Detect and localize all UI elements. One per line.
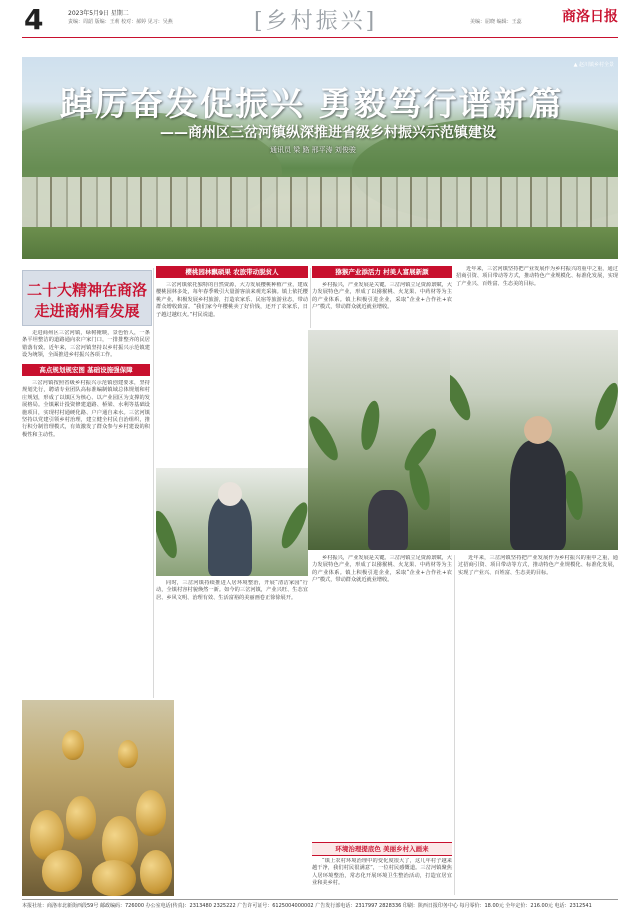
worker-field-photo xyxy=(450,330,618,550)
worker-figure xyxy=(208,496,252,576)
paragraph: 三岔河镇依托独特的自然资源，大力发展樱桃种植产业，建成樱桃园林多处，每年春季吸引大量游客前来观光采摘。镇上依托樱桃产业，积极发展乡村旅游，打造农家乐、民宿等旅游业态，带动群众增收致富。“我们家今年樱桃卖了好价钱，还开了农家乐，日子越过越红火。”村民说道。 xyxy=(156,282,308,318)
editor-credits-right: 美编：屈晓 编辑：王蕊 xyxy=(470,19,522,25)
pitaya-field-photo xyxy=(308,330,450,550)
section-subhead: 环境治理提底色 美丽乡村入画来 xyxy=(312,842,452,856)
section-subhead: 猕猴产业添活力 村美人富展新颜 xyxy=(312,266,452,278)
page-number: 4 xyxy=(24,3,44,36)
worker-photo xyxy=(156,468,308,576)
section-title: [乡村振兴] xyxy=(254,9,378,34)
gourd-decoration xyxy=(136,790,166,836)
footer-info: 本报社址：商洛市北新街西段59号 邮政编码：726000 办公室电话(传真)：2313480 2325222 广告许可证号：6125004000002 广告发行部电话：2317997 2828336 印刷：陕西日报印务中心 每月零价：18.00元 全年定价：216.00元 电话：2312541 xyxy=(22,903,592,909)
column-divider xyxy=(454,555,455,895)
plant-leaf xyxy=(450,371,475,423)
header-divider xyxy=(22,37,618,38)
article-column xyxy=(156,282,308,464)
article-column xyxy=(312,282,452,328)
article-column xyxy=(312,555,452,840)
editor-credits: 责编：周韶 版编：王莉 校对：郝婷 见习：吴燕 xyxy=(68,19,173,25)
section-subhead: 高点规划规宏图 基础设施强保障 xyxy=(22,364,150,376)
gourd-decoration xyxy=(42,850,82,892)
feature-column-line1: 二十大精神在商洛 xyxy=(26,281,147,299)
article-column xyxy=(312,858,452,896)
column-divider xyxy=(153,268,154,698)
plant-leaf xyxy=(308,413,343,464)
gourd-decoration xyxy=(66,796,96,840)
paragraph: “镇上农村环境治理中的变化度很大了，这几年村子越来越干净，我们村民很满意”，一位村民感慨道。三岔河镇聚焦人居环境整治，常态化开展环境卫生整治活动，打造宜居宜业和美乡村。 xyxy=(312,858,452,887)
hero-photo-caption: ▲ 赵川镇乡村全景 xyxy=(573,62,614,68)
plant-leaf xyxy=(358,399,382,451)
plant-leaf xyxy=(590,380,618,432)
footer-divider xyxy=(22,899,618,900)
plant-leaf xyxy=(277,499,308,551)
paragraph: 近年来，三岔河镇坚持把产业发展作为乡村振兴的重中之重，通过招商引资、项目带动等方式，推动特色产业规模化、标准化发展，实现了产业兴、百姓富、生态美的目标。 xyxy=(458,555,618,576)
plant-leaf xyxy=(156,508,182,560)
article-column xyxy=(156,580,308,696)
gourd-decoration xyxy=(140,850,172,894)
paragraph: 乡村振兴，产业发展是关键。三岔河镇立足资源禀赋，大力发展特色产业，形成了以猕猴桃、火龙果、中药材等为主的产业体系。镇上积极引进企业，采取“企业+合作社+农户”模式，带动群众就近就业增收。 xyxy=(312,282,452,311)
paragraph: 乡村振兴，产业发展是关键。三岔河镇立足资源禀赋，大力发展特色产业，形成了以猕猴桃、火龙果、中药材等为主的产业体系。镇上积极引进企业，采取“企业+合作社+农户”模式，带动群众就近就业增收。 xyxy=(312,555,452,584)
column-divider xyxy=(310,268,311,328)
article-column xyxy=(458,555,618,895)
article-column xyxy=(22,380,150,696)
plant-leaf xyxy=(405,460,433,512)
feature-column-box xyxy=(22,270,152,326)
issue-date: 2023年5月9日 星期二 xyxy=(68,10,129,17)
subheadline: ——商州区三岔河镇纵深推进省级乡村振兴示范镇建设 xyxy=(160,125,496,141)
headline: 踔厉奋发促振兴 勇毅笃行谱新篇 xyxy=(60,84,564,123)
worker-figure xyxy=(510,440,566,550)
gourd-decoration xyxy=(118,740,138,768)
newspaper-logo: 商洛日报 xyxy=(562,9,618,25)
paragraph: 三岔河镇按照省级乡村振兴示范镇创建要求，坚持规划先行，聘请专业团队高标准编制镇域总体规划和村庄规划，形成了以镇区为核心、以产业园区为支撑的发展格局。全镇累计投资修建道路、桥梁、水利等基础设施项目，实现村村通硬化路、户户通自来水。三岔河镇坚持以党建引领乡村治理，建立健全村民自治组织，推行积分制管理模式，有效激发了群众参与乡村建设的积极性和主动性。 xyxy=(22,380,150,438)
article-column xyxy=(456,266,618,328)
paragraph: 近年来，三岔河镇坚持把产业发展作为乡村振兴的重中之重，通过招商引资、项目带动等方式，推动特色产业规模化、标准化发展，实现了产业兴、百姓富、生态美的目标。 xyxy=(456,266,618,287)
worker-head xyxy=(524,416,552,444)
farm-field xyxy=(22,227,618,259)
gourd-decoration xyxy=(62,730,84,760)
worker-figure xyxy=(368,490,408,550)
section-subhead: 樱桃园林飘硕果 农旅带动脱贫人 xyxy=(156,266,308,278)
gourd-craft-photo xyxy=(22,700,174,896)
paragraph: 同时，三岔河镇持续推进人居环境整治，开展“清洁家园”行动，全镇村容村貌焕然一新。如今的三岔河镇，产业兴旺、生态宜居、乡风文明、治理有效、生活富裕的美丽画卷正徐徐展开。 xyxy=(156,580,308,601)
byline: 通讯员 梁 路 邢平涛 刘俊骏 xyxy=(270,146,356,154)
article-intro xyxy=(22,330,150,362)
paragraph: 走进商州区三岔河镇，绿树掩映，景色怡人，一条条平坦整洁的道路通向农户家门口，一排排整齐的民居错落有致。近年来，三岔河镇坚持以乡村振兴示范镇建设为统领，全面推进乡村振兴各项工作。 xyxy=(22,330,150,359)
gourd-decoration xyxy=(92,860,136,896)
worker-head xyxy=(218,482,242,506)
feature-column-line2: 走进商州看发展 xyxy=(34,302,140,320)
